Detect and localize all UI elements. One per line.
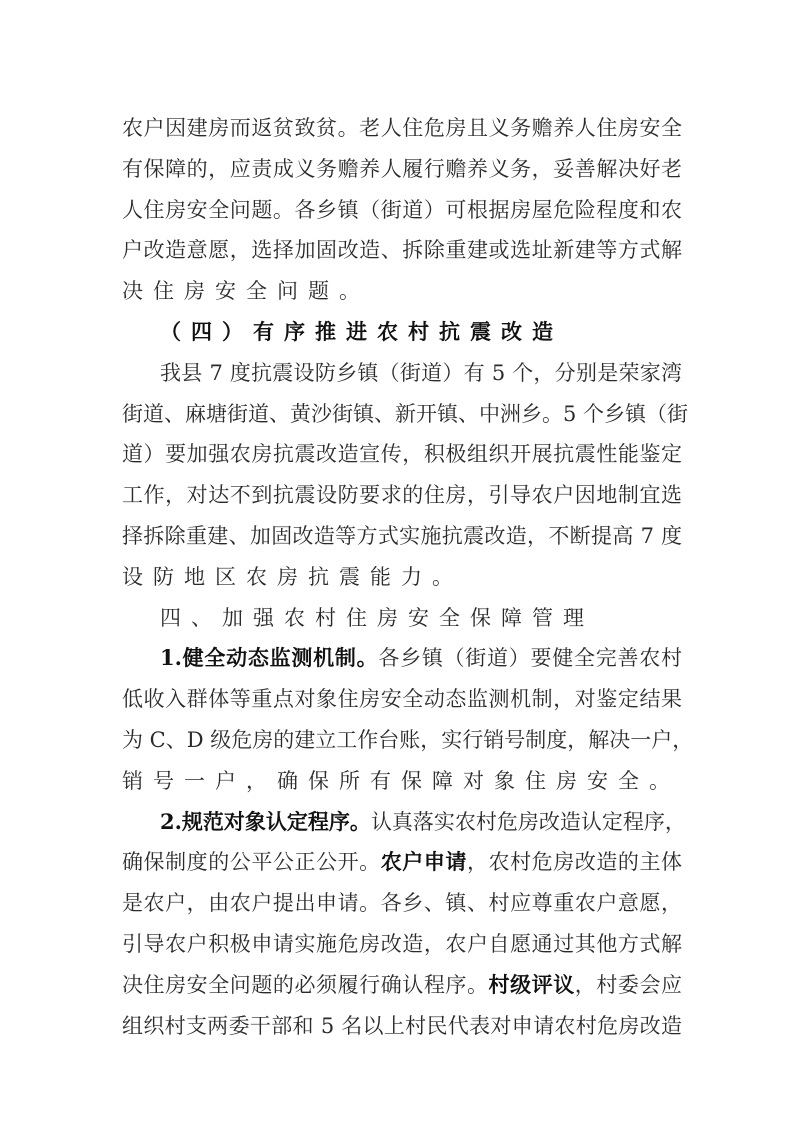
text-span: ，村委会应 — [574, 972, 683, 997]
bold-term: 农户申请 — [380, 849, 467, 875]
text-line: 决住房安全问题。 — [122, 279, 370, 304]
text-line — [122, 965, 682, 1006]
text-line: 户改造意愿，选择加固改造、拆除重建或选址新建等方式解 — [122, 238, 682, 263]
text-line: 为 C、D 级危房的建立工作台账，实行销号制度，解决一户， — [122, 727, 694, 752]
text-line — [122, 638, 682, 679]
section-heading: 四、加强农村住房安全保障管理 — [160, 605, 594, 630]
bold-term: 村级评议 — [488, 971, 575, 997]
heading-text: （四）有序推进农村抗震改造 — [160, 318, 563, 344]
text-line: 人住房安全问题。各乡镇（街道）可根据房屋危险程度和农 — [122, 197, 682, 222]
document-page — [122, 108, 694, 1046]
text-line: 低收入群体等重点对象住房安全动态监测机制，对鉴定结果 — [122, 687, 682, 712]
text-line: 是农户，由农户提出申请。各乡、镇、村应尊重农户意愿， — [122, 891, 682, 916]
text-line: 我县 7 度抗震设防乡镇（街道）有 5 个，分别是荣家湾 — [160, 360, 682, 385]
text-line: 引导农户积极申请实施危房改造，农户自愿通过其他方式解 — [122, 931, 682, 956]
bold-lead: 1.健全动态监测机制。 — [160, 645, 379, 671]
text-span: 决住房安全问题的必须履行确认程序。 — [122, 972, 489, 997]
text-span: 各乡镇（街道）要健全完善农村 — [378, 646, 682, 671]
bold-lead: 2.规范对象认定程序。 — [160, 808, 371, 834]
paragraph-monitoring — [122, 638, 694, 801]
text-line: 择拆除重建、加固改造等方式实施抗震改造，不断提高 7 度 — [122, 523, 682, 548]
text-line: 有保障的，应责成义务赡养人履行赡养义务，妥善解决好老 — [122, 156, 682, 181]
paragraph-elderly-housing — [122, 108, 682, 312]
text-line: 道）要加强农房抗震改造宣传，积极组织开展抗震性能鉴定 — [122, 442, 682, 467]
text-line: 组织村支两委干部和 5 名以上村民代表对申请农村危房改造 — [122, 1013, 682, 1038]
text-line: 农户因建房而返贫致贫。老人住危房且义务赡养人住房安全 — [122, 116, 682, 140]
text-span: ，农村危房改造的主体 — [466, 850, 683, 875]
subsection-heading — [122, 312, 682, 353]
text-span: 认真落实农村危房改造认定程序， — [370, 809, 686, 834]
text-line — [122, 802, 686, 843]
text-line: 街道、麻塘街道、黄沙街镇、新开镇、中洲乡。5 个乡镇（街 — [122, 401, 689, 426]
text-line — [122, 842, 682, 883]
text-line: 设防地区农房抗震能力。 — [122, 564, 463, 589]
paragraph-seismic — [122, 353, 689, 598]
text-span: 确保制度的公平公正公开。 — [122, 850, 381, 875]
paragraph-identification — [122, 802, 686, 1047]
text-line: 工作，对达不到抗震设防要求的住房，引导农户因地制宜选 — [122, 483, 682, 508]
text-line: 销号一户，确保所有保障对象住房安全。 — [122, 768, 680, 793]
